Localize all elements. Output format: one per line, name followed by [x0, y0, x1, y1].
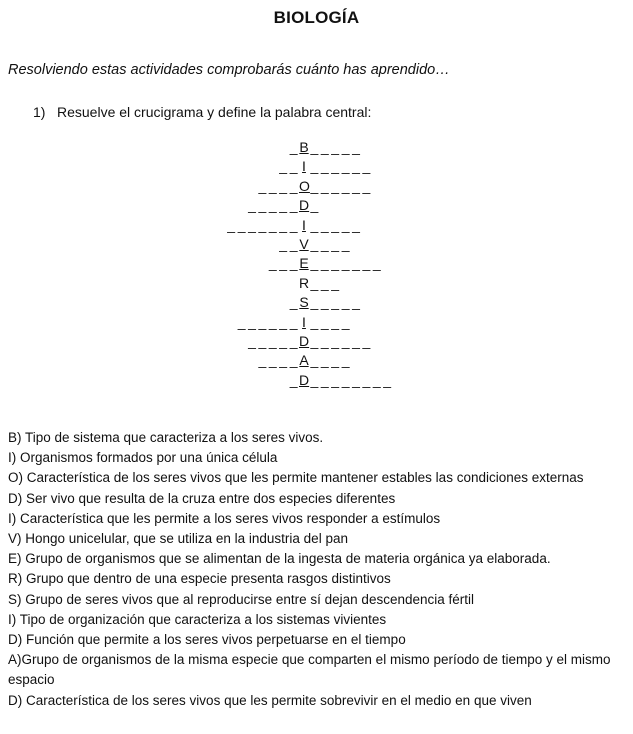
crossword-blank: _	[320, 139, 329, 155]
crossword-blank: _	[289, 139, 298, 155]
crossword-blank: _	[289, 255, 298, 272]
crossword-row	[0, 351, 633, 371]
crossword-blank: _	[341, 313, 350, 330]
crossword-blank: _	[352, 333, 360, 349]
crossword-letter: S	[299, 294, 309, 311]
crossword-blank: _	[310, 294, 319, 311]
crossword-blank: _	[268, 333, 277, 349]
crossword-row	[0, 293, 633, 313]
crossword-blank: _	[372, 371, 381, 388]
crossword-blank: _	[237, 313, 246, 330]
crossword-blank: _	[331, 139, 340, 155]
crossword-blank: _	[320, 216, 329, 233]
crossword-blank: _	[310, 274, 319, 291]
crossword-blank: _	[331, 352, 340, 369]
definitions-list	[8, 428, 630, 711]
crossword-blank: _	[258, 216, 267, 233]
crossword-blank: _	[320, 333, 329, 349]
crossword-blank: _	[341, 352, 350, 369]
crossword-blank: _	[279, 255, 288, 272]
crossword-blank: _	[383, 371, 392, 388]
crossword-blank: _	[341, 139, 350, 155]
definition-item: V) Hongo unicelular, que se utiliza en la industria del pan	[8, 531, 348, 547]
crossword-blank: _	[341, 333, 350, 349]
crossword-blank: _	[310, 177, 319, 194]
crossword-blank: _	[341, 177, 350, 194]
crossword-blank: _	[331, 255, 340, 272]
crossword-blank: _	[227, 216, 236, 233]
crossword-blank: _	[341, 255, 350, 272]
crossword-blank: _	[310, 371, 319, 388]
crossword-blank: _	[289, 216, 298, 233]
crossword-blank: _	[289, 236, 298, 252]
crossword-row	[0, 216, 633, 236]
crossword-blank: _	[248, 313, 256, 330]
crossword-blank: _	[331, 294, 340, 311]
crossword-blank: _	[268, 313, 277, 330]
crossword	[0, 138, 633, 420]
crossword-blank: _	[279, 313, 288, 330]
crossword-blank: _	[331, 313, 340, 330]
crossword-letter: A	[299, 352, 309, 369]
crossword-blank: _	[310, 139, 319, 155]
crossword-blank: _	[289, 333, 298, 349]
crossword-blank: _	[279, 216, 288, 233]
crossword-blank: _	[331, 216, 340, 233]
crossword-blank: _	[352, 294, 360, 311]
question-text: Resuelve el crucigrama y define la palabra central:	[57, 104, 372, 120]
crossword-blank: _	[352, 255, 360, 272]
crossword-blank: _	[258, 177, 267, 194]
crossword-blank: _	[258, 313, 267, 330]
crossword-blank: _	[268, 216, 277, 233]
definition-item: D) Función que permite a los seres vivos perpetuarse en el tiempo	[8, 632, 406, 648]
crossword-letter: I	[302, 158, 306, 175]
crossword-blank: _	[320, 294, 329, 311]
crossword-blank: _	[362, 177, 371, 194]
crossword-blank: _	[279, 236, 288, 252]
crossword-blank: _	[362, 158, 371, 175]
crossword-row	[0, 235, 633, 255]
crossword-blank: _	[341, 236, 350, 252]
crossword-blank: _	[341, 216, 350, 233]
crossword-row	[0, 254, 633, 274]
crossword-blank: _	[279, 158, 288, 175]
crossword-blank: _	[320, 158, 329, 175]
crossword-blank: _	[268, 177, 277, 194]
crossword-blank: _	[352, 177, 360, 194]
crossword-blank: _	[362, 333, 371, 349]
crossword-blank: _	[331, 158, 340, 175]
crossword-blank: _	[279, 197, 288, 214]
crossword-blank: _	[310, 216, 319, 233]
definition-item: B) Tipo de sistema que caracteriza a los seres vivos.	[8, 430, 324, 445]
crossword-blank: _	[258, 352, 267, 369]
crossword-blank: _	[341, 158, 350, 175]
crossword-blank: _	[310, 313, 319, 330]
crossword-letter: B	[299, 139, 309, 155]
subtitle: Resolviendo estas actividades comprobarás cuánto has aprendido…	[8, 62, 450, 78]
crossword-blank: _	[320, 371, 329, 388]
definition-item: D) Ser vivo que resulta de la cruza entre dos especies diferentes	[8, 490, 396, 506]
crossword-blank: _	[362, 371, 371, 388]
crossword-letter: D	[299, 197, 310, 214]
definition-item: I) Característica que les permite a los seres vivos responder a estímulos	[8, 510, 441, 526]
definition-item: A)Grupo de organismos de la misma especie que comparten el mismo período de tiempo y el mismo espacio	[8, 652, 611, 688]
crossword-letter: O	[299, 177, 310, 194]
crossword-blank: _	[289, 158, 298, 175]
crossword-blank: _	[320, 236, 329, 252]
crossword-blank: _	[279, 177, 288, 194]
crossword-blank: _	[289, 371, 298, 388]
crossword-letter: D	[299, 333, 310, 349]
crossword-blank: _	[310, 236, 319, 252]
crossword-row	[0, 177, 633, 197]
crossword-letter: I	[302, 313, 306, 330]
crossword-blank: _	[310, 158, 319, 175]
crossword-blank: _	[331, 236, 340, 252]
definition-item: I) Organismos formados por una única célula	[8, 450, 278, 466]
crossword-blank: _	[341, 371, 350, 388]
crossword-row	[0, 157, 633, 177]
definition-item: D) Característica de los seres vivos que les permite sobrevivir en el medio en que viven	[8, 692, 532, 708]
crossword-row	[0, 371, 633, 391]
crossword-blank: _	[331, 371, 340, 388]
crossword-blank: _	[320, 352, 329, 369]
crossword-blank: _	[258, 197, 267, 214]
definition-item: S) Grupo de seres vivos que al reproducirse entre sí dejan descendencia fértil	[8, 591, 475, 607]
crossword-letter: R	[299, 274, 310, 291]
crossword-blank: _	[320, 313, 329, 330]
crossword-blank: _	[310, 352, 319, 369]
crossword-blank: _	[352, 216, 360, 233]
definition-item: I) Tipo de organización que caracteriza a los sistemas vivientes	[8, 611, 387, 627]
definition-item: E) Grupo de organismos que se alimentan de la ingesta de materia orgánica ya elaborada.	[8, 551, 551, 567]
crossword-blank: _	[320, 177, 329, 194]
crossword-blank: _	[289, 177, 298, 194]
page-title: BIOLOGÍA	[273, 8, 360, 27]
crossword-row	[0, 138, 633, 158]
definition-item: O) Característica de los seres vivos que les permite mantener estables las condiciones externas	[8, 470, 584, 486]
crossword-letter: E	[299, 255, 309, 272]
crossword-blank: _	[310, 255, 319, 272]
crossword-blank: _	[320, 255, 329, 272]
crossword-blank: _	[279, 352, 288, 369]
crossword-blank: _	[258, 333, 267, 349]
crossword-letter: I	[302, 216, 306, 233]
crossword-blank: _	[268, 352, 277, 369]
crossword-blank: _	[310, 333, 319, 349]
crossword-blank: _	[352, 158, 360, 175]
crossword-blank: _	[331, 177, 340, 194]
crossword-letter: V	[299, 236, 309, 252]
crossword-row	[0, 332, 633, 352]
crossword-blank: _	[331, 333, 340, 349]
question-1	[33, 104, 371, 120]
definition-item: R) Grupo que dentro de una especie presenta rasgos distintivos	[8, 571, 391, 587]
crossword-blank: _	[289, 352, 298, 369]
crossword-blank: _	[237, 216, 246, 233]
crossword-letter: D	[299, 371, 310, 388]
crossword-row	[0, 196, 633, 216]
crossword-blank: _	[320, 274, 329, 291]
crossword-blank: _	[289, 294, 298, 311]
crossword-row	[0, 313, 633, 333]
crossword-blank: _	[279, 333, 288, 349]
crossword-blank: _	[289, 313, 298, 330]
crossword-blank: _	[248, 197, 256, 214]
crossword-blank: _	[372, 255, 381, 272]
crossword-blank: _	[248, 333, 256, 349]
crossword-blank: _	[331, 274, 340, 291]
crossword-blank: _	[352, 371, 360, 388]
crossword-row	[0, 274, 633, 294]
crossword-blank: _	[352, 139, 360, 155]
crossword-blank: _	[341, 294, 350, 311]
crossword-blank: _	[289, 197, 298, 214]
crossword-blank: _	[268, 255, 277, 272]
crossword-blank: _	[268, 197, 277, 214]
crossword-blank: _	[362, 255, 371, 272]
crossword-blank: _	[310, 197, 319, 214]
question-number: 1)	[33, 104, 46, 120]
crossword-blank: _	[248, 216, 256, 233]
